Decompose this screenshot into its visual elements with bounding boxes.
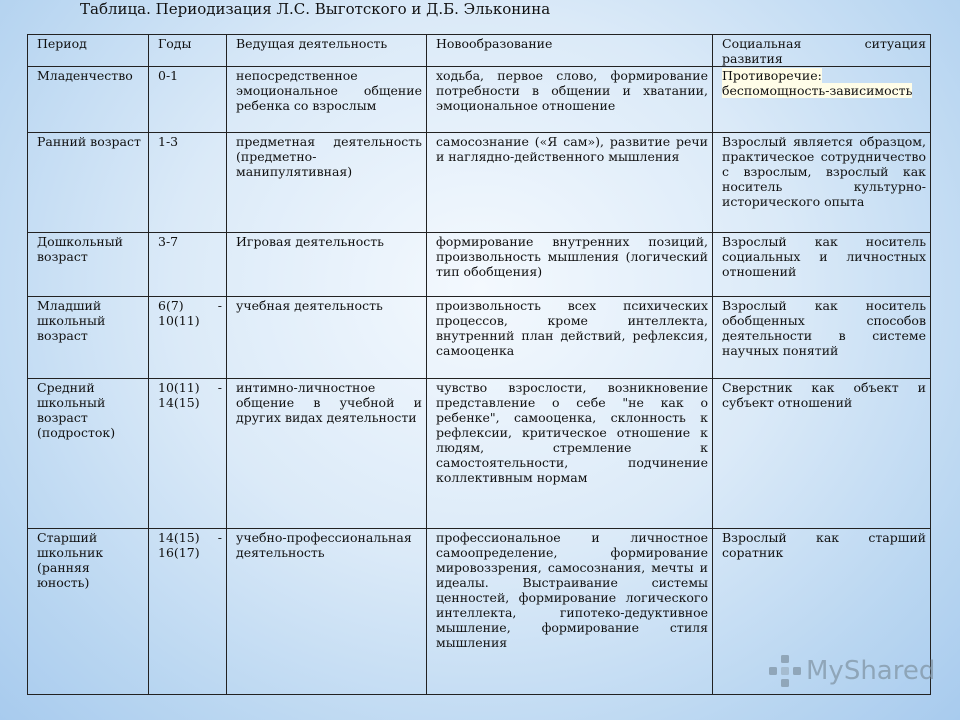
watermark	[768, 654, 935, 688]
header-neoformation: Новообразование	[427, 35, 713, 67]
cell-activity: Игровая деятельность	[227, 233, 427, 297]
cell-years: 14(15) - 16(17)	[149, 529, 227, 695]
cell-neoformation: чувство взрослости, возникновение представление о себе "не как о ребенке", самооценка, склонность к рефлексии, критическое отношение к людям, стремление к самостоятельности, подчинение коллективным нормам	[427, 379, 713, 529]
cell-years: 10(11) - 14(15)	[149, 379, 227, 529]
cell-neoformation: произвольность всех психических процессов, кроме интеллекта, внутренний план действий, рефлексия, самооценка	[427, 297, 713, 379]
header-situation: Социальная ситуация развития	[713, 35, 931, 67]
cell-period: Ранний возраст	[28, 133, 149, 233]
cell-period: Средний школьный возраст (подросток)	[28, 379, 149, 529]
table-row	[28, 379, 931, 529]
myshared-logo-icon	[768, 654, 802, 688]
header-activity: Ведущая деятельность	[227, 35, 427, 67]
cell-activity: интимно-личностное общение в учебной и других видах деятельности	[227, 379, 427, 529]
cell-neoformation: ходьба, первое слово, формирование потребности в общении и хватании, эмоциональное отношение	[427, 67, 713, 133]
cell-years: 1-3	[149, 133, 227, 233]
cell-situation	[713, 67, 931, 133]
table-row	[28, 133, 931, 233]
cell-situation: Взрослый как носитель обобщенных способов деятельности в системе научных понятий	[713, 297, 931, 379]
header-years: Годы	[149, 35, 227, 67]
table-row	[28, 67, 931, 133]
highlighted-text: Противоречие: беспомощность-зависимость	[722, 68, 913, 98]
table-row	[28, 297, 931, 379]
cell-neoformation: самосознание («Я сам»), развитие речи и наглядно-действенного мышления	[427, 133, 713, 233]
watermark-text: MyShared	[806, 656, 936, 686]
cell-period: Дошкольный возраст	[28, 233, 149, 297]
cell-period: Младенчество	[28, 67, 149, 133]
cell-years: 6(7) - 10(11)	[149, 297, 227, 379]
cell-years: 3-7	[149, 233, 227, 297]
table-row	[28, 233, 931, 297]
cell-period: Старший школьник (ранняя юность)	[28, 529, 149, 695]
cell-situation: Сверстник как объект и субъект отношений	[713, 379, 931, 529]
table-header-row	[28, 35, 931, 67]
cell-neoformation: формирование внутренних позиций, произвольность мышления (логический тип обобщения)	[427, 233, 713, 297]
cell-period: Младший школьный возраст	[28, 297, 149, 379]
cell-situation: Взрослый как носитель социальных и личностных отношений	[713, 233, 931, 297]
cell-neoformation: профессиональное и личностное самоопределение, формирование мировоззрения, самосознания, мечты и идеалы. Выстраивание системы ценностей, формирование логического интеллекта, гипотеко-дедуктивное мышление, формирование стиля мышления	[427, 529, 713, 695]
cell-activity: непосредственное эмоциональное общение ребенка со взрослым	[227, 67, 427, 133]
header-period: Период	[28, 35, 149, 67]
cell-activity: учебная деятельность	[227, 297, 427, 379]
cell-situation: Взрослый является образцом, практическое сотрудничество с взрослым, взрослый как носитель культурно-исторического опыта	[713, 133, 931, 233]
cell-activity: учебно-профессиональная деятельность	[227, 529, 427, 695]
table-title: Таблица. Периодизация Л.С. Выготского и Д.Б. Эльконина	[80, 0, 551, 18]
cell-years: 0-1	[149, 67, 227, 133]
cell-activity: предметная деятельность (предметно-манипулятивная)	[227, 133, 427, 233]
cell-situation: Взрослый как старший соратник	[713, 529, 931, 695]
periodization-table	[27, 34, 931, 695]
